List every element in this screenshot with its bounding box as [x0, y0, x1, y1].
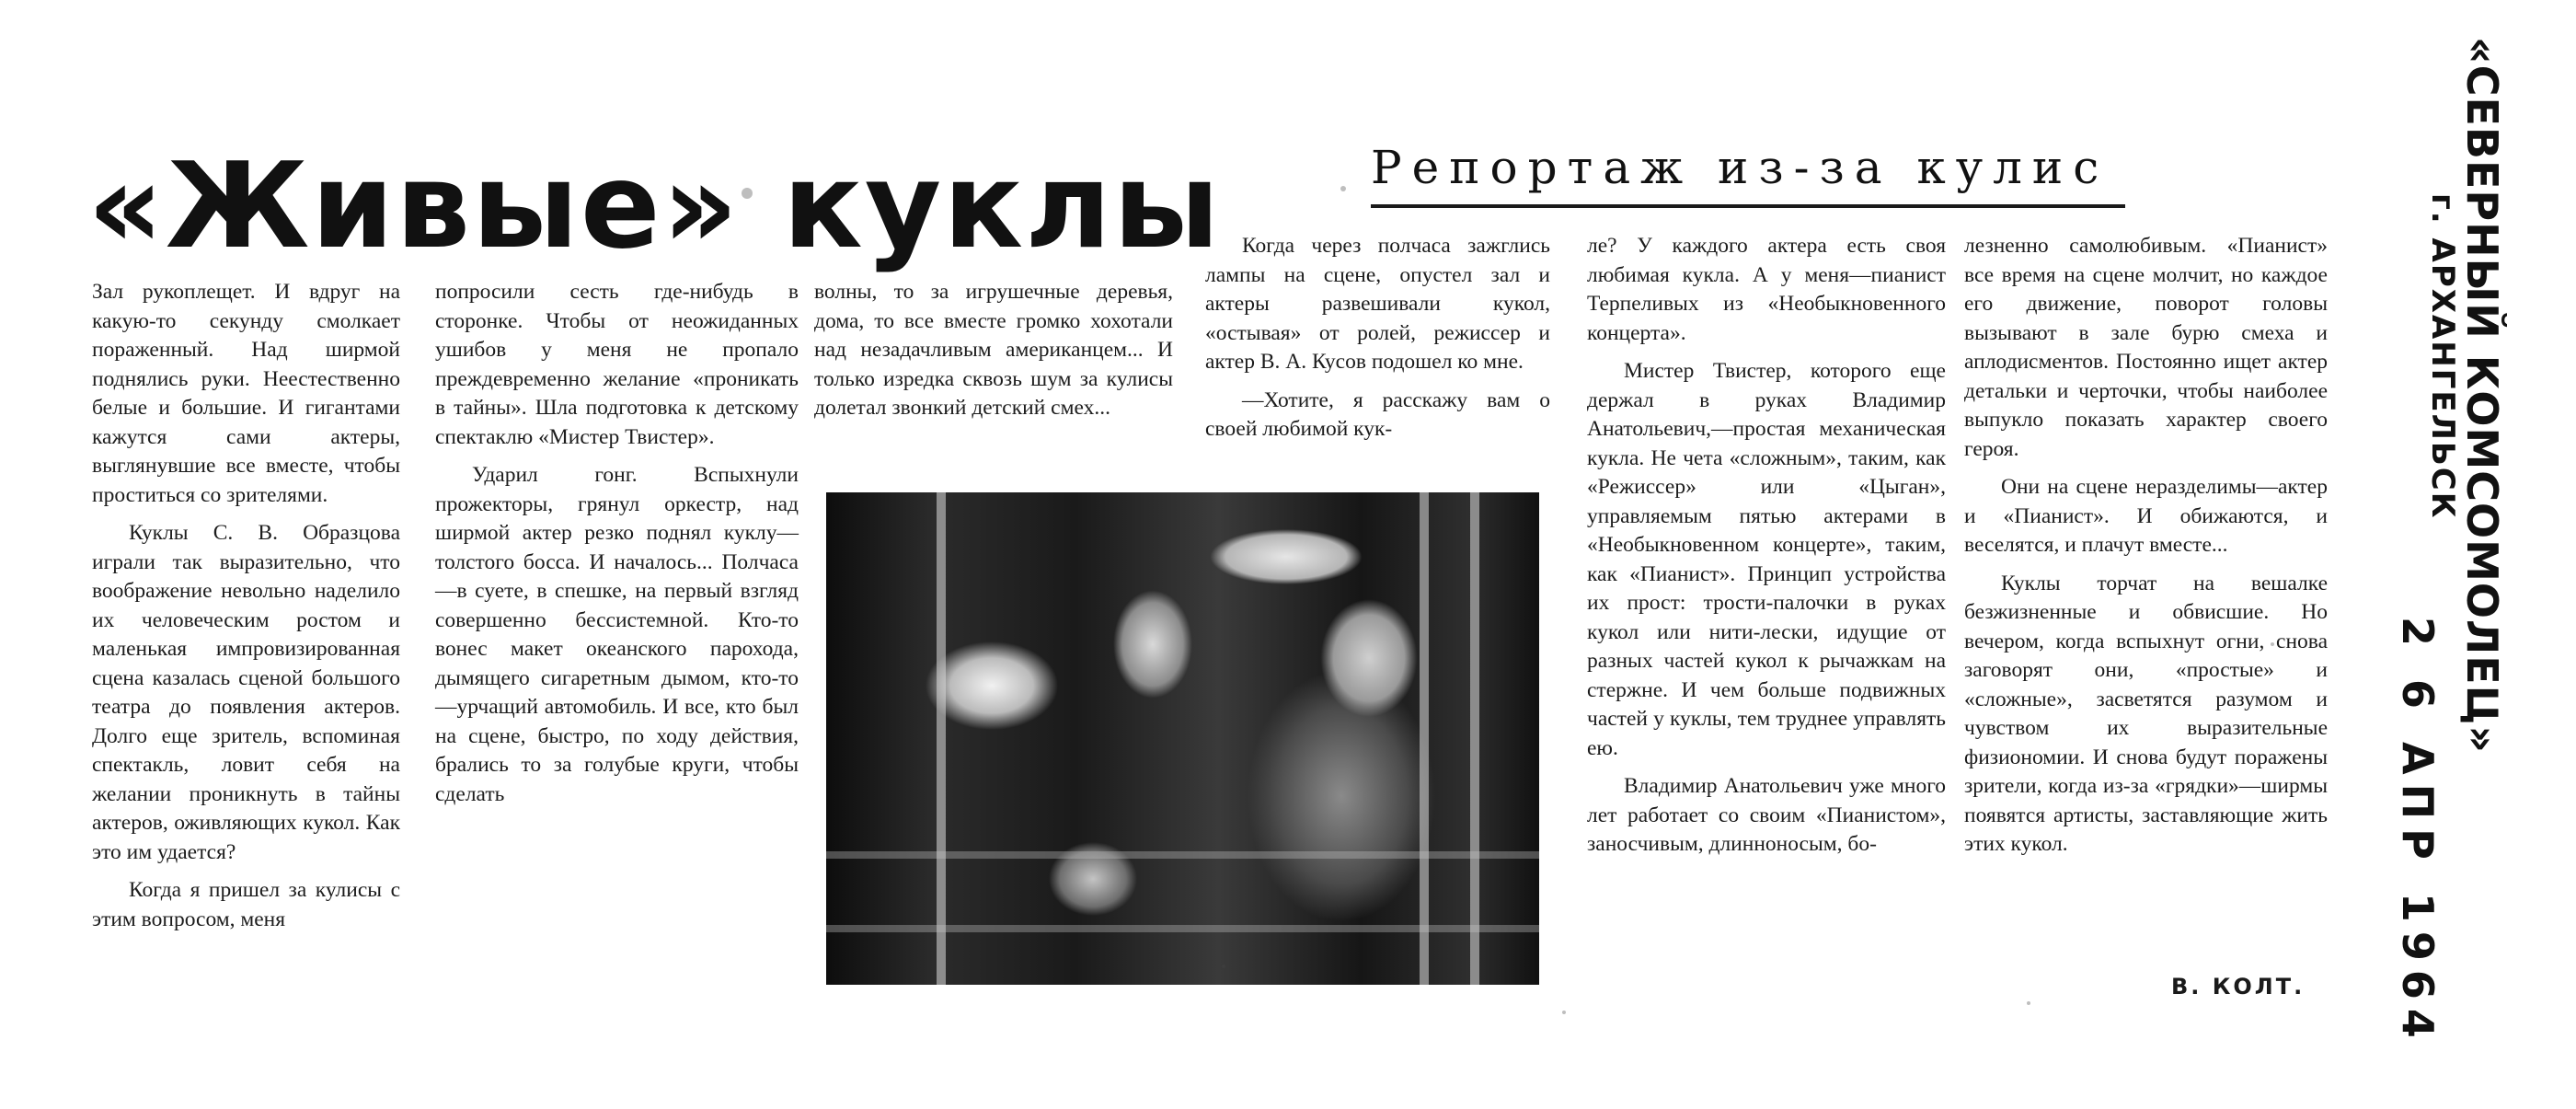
paragraph: Ударил гонг. Вспыхнули прожекторы, грянул оркестр, над ширмой актер резко поднял куклу—толстого босса. И началось... Полчаса—в суете, в спешке, на первый взгляд совершенно бессистемной. Кто-то вонес макет океанского парохода, дымящего сигаретным дымом, кто-то—урчащий автомобиль. И все, кто был на сцене, быстро, по ходу действия, брались то за голубые круги, чтобы сделать: [435, 463, 799, 806]
paragraph: Владимир Анатольевич уже много лет работает со своим «Пианистом», заносчивым, длинноносым, бо-: [1587, 774, 1946, 856]
clipping-date-stamp: 2 6 АПР 1964: [2393, 617, 2443, 1047]
paragraph: Они на сцене неразделимы—актер и «Пианист». И обижаются, и веселятся, и плачут вместе...: [1964, 475, 2328, 557]
rubric-title: Репортаж из-за кулис: [1371, 141, 2110, 194]
newspaper-city: г. АРХАНГЕЛЬСК: [2424, 193, 2461, 520]
paragraph: ле? У каждого актера есть своя любимая кукла. А у меня—пианист Терпеливых из «Необыкновенного концерта».: [1587, 234, 1946, 345]
article-column-4: [1205, 232, 1550, 454]
photo-detail: [937, 492, 946, 985]
puppets-photo: [826, 492, 1539, 985]
article-column-5: [1587, 232, 1946, 869]
paragraph: Когда через полчаса зажглись лампы на сцене, опустел зал и актеры развешивали кукол, «остывая» от ролей, режиссер и актер В. А. Кусов подошел ко мне.: [1205, 234, 1550, 374]
photo-detail: [1420, 492, 1429, 985]
paragraph: Куклы С. В. Образцова играли так выразительно, что воображение невольно наделило их человеческим ростом и маленькая импровизированная сцена казалась сценой большого театра до появления актеров. Долго еще зритель, вспоминая спектакль, ловит себя на желании проникнуть в тайны актеров, оживляющих кукол. Как это им удается?: [92, 521, 400, 864]
article-headline: «Живые» куклы: [87, 138, 1222, 275]
article-column-3: [814, 278, 1173, 433]
paragraph: Куклы торчат на вешалке безжизненные и обвисшие. Но вечером, когда вспыхнут огни, снова заговорят они, «простые» и «сложные», засветятся разумом и чувством их выразительные физиономии. И снова будут поражены зрители, когда из-за «грядки»—ширмы появятся артисты, заставляющие жить этих кукол.: [1964, 571, 2328, 856]
article-column-1: [92, 278, 400, 943]
newspaper-name: «СЕВЕРНЫЙ КОМСОМОЛЕЦ»: [2457, 37, 2507, 755]
paragraph: Когда я пришел за кулисы с этим вопросом, меня: [92, 878, 400, 931]
rubric-underline: [1371, 204, 2125, 208]
paragraph: волны, то за игрушечные деревья, дома, то все вместе громко хохотали над незадачливым американцем... И только изредка сквозь шум за кулисы долетал звонкий детский смех...: [814, 280, 1173, 420]
photo-detail: [1470, 492, 1479, 985]
article-column-2: [435, 278, 799, 818]
article-column-6: [1964, 232, 2328, 869]
photo-detail: [826, 925, 1539, 932]
paragraph: Мистер Твистер, которого еще держал в руках Владимир Анатольевич,—простая механическая кукла. Не чета «сложным», таким, как «Режиссер» или «Цыган», управляемым пятью актерами в «Необыкновенном концерте», таким, как «Пианист». Принцип устройства их прост: трости-палочки в руках кукол или нити-лески, идущие от разных частей кукол к рычажкам на стержне. И чем больше подвижных частей у куклы, тем труднее управлять ею.: [1587, 359, 1946, 760]
paragraph: попросили сесть где-нибудь в сторонке. Чтобы от неожиданных ушибов у меня не пропало преждевременно желание «проникать в тайны». Шла подготовка к детскому спектаклю «Мистер Твистер».: [435, 280, 799, 449]
paragraph: лезненно самолюбивым. «Пианист» все время на сцене молчит, но каждое его движение, поворот головы вызывают в зале бурю смеха и аплодисментов. Постоянно ищет актер детальки и черточки, чтобы наиболее выпукло показать характер своего героя.: [1964, 234, 2328, 461]
paragraph: —Хотите, я расскажу вам о своей любимой кук-: [1205, 387, 1550, 441]
author-signature: В. КОЛТ.: [2171, 974, 2306, 999]
photo-detail: [826, 851, 1539, 859]
paragraph: Зал рукоплещет. И вдруг на какую-то секунду смолкает пораженный. Над ширмой поднялись руки. Неестественно белые и большие. И гигантами кажутся сами актеры, выглянувшие все вместе, чтобы проститься со зрителями.: [92, 280, 400, 507]
